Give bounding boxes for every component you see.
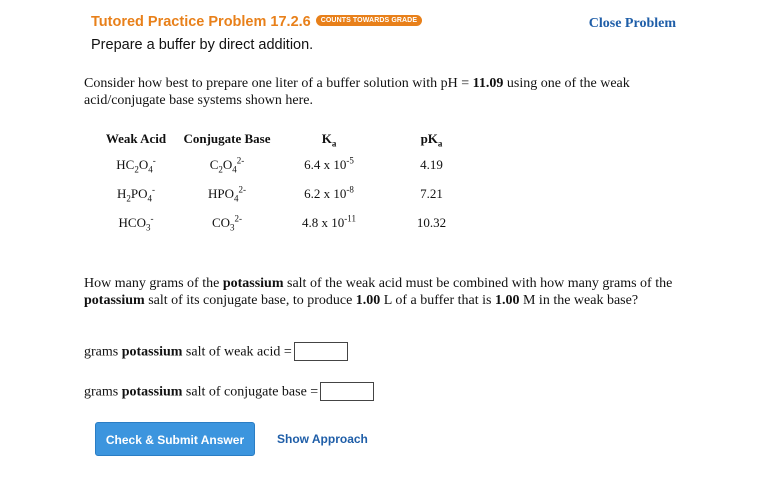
header-weak-acid: Weak Acid bbox=[105, 131, 167, 146]
conjugate-base-grams-input[interactable] bbox=[320, 382, 374, 401]
ka-cell: 6.2 x $10^{-8}$ bbox=[304, 184, 354, 201]
weak-acid-cell: $HCO_3^-$ bbox=[118, 213, 154, 233]
answer-row-acid: grams potassium salt of weak acid = bbox=[84, 343, 348, 362]
weak-acid-cell: $HC_2O_4^-$ bbox=[116, 155, 156, 175]
header-ka: $K_a$ bbox=[321, 131, 337, 149]
intro-paragraph: Consider how best to prepare one liter of a buffer solution with pH = 11.09 using one of the weak acid/conjugate base systems shown here. bbox=[84, 76, 630, 108]
counts-toward-grade-badge: COUNTS TOWARDS GRADE bbox=[316, 15, 422, 26]
conjugate-base-cell: $CO_3^{2-}$ bbox=[211, 213, 243, 233]
ka-cell: 6.4 x $10^{-5}$ bbox=[304, 155, 354, 172]
pka-cell: 10.32 bbox=[416, 214, 447, 230]
weak-acid-table bbox=[97, 128, 484, 237]
weak-acid-cell: $H_2PO_4^-$ bbox=[116, 184, 155, 204]
question-paragraph: How many grams of the potassium salt of the weak acid must be combined with how many grams of the potassium salt of its conjugate base, to produce 1.00 L of a buffer that is 1.00 M in the weak base? bbox=[84, 276, 673, 308]
problem-title-text: Tutored Practice Problem 17.2.6 bbox=[91, 14, 311, 30]
answer-row-base: grams potassium salt of conjugate base = bbox=[84, 383, 374, 402]
answer-label-acid: salt of weak acid = bbox=[182, 344, 292, 360]
conjugate-base-cell: $HPO_4^{2-}$ bbox=[207, 184, 246, 204]
answer-label-base: salt of conjugate base = bbox=[182, 384, 319, 400]
problem-subtitle: Prepare a buffer by direct addition. bbox=[91, 37, 314, 53]
show-approach-link[interactable]: Show Approach bbox=[277, 432, 368, 446]
ka-cell: 4.8 x $10^{-11}$ bbox=[302, 213, 356, 230]
check-submit-button[interactable]: Check & Submit Answer bbox=[95, 422, 255, 456]
table-row bbox=[97, 208, 484, 237]
table-row bbox=[97, 150, 484, 179]
weak-acid-grams-input[interactable] bbox=[294, 342, 348, 361]
header-pka: $pK_a$ bbox=[420, 131, 443, 149]
table-header-row bbox=[97, 128, 484, 150]
ph-value: 11.09 bbox=[472, 76, 504, 91]
close-problem-link[interactable]: Close Problem bbox=[588, 16, 676, 31]
table-row bbox=[97, 179, 484, 208]
problem-title bbox=[91, 14, 422, 30]
pka-cell: 7.21 bbox=[420, 185, 443, 201]
header-conjugate-base: Conjugate Base bbox=[183, 131, 271, 146]
pka-cell: 4.19 bbox=[420, 156, 443, 172]
conjugate-base-cell: $C_2O_4^{2-}$ bbox=[209, 155, 245, 175]
